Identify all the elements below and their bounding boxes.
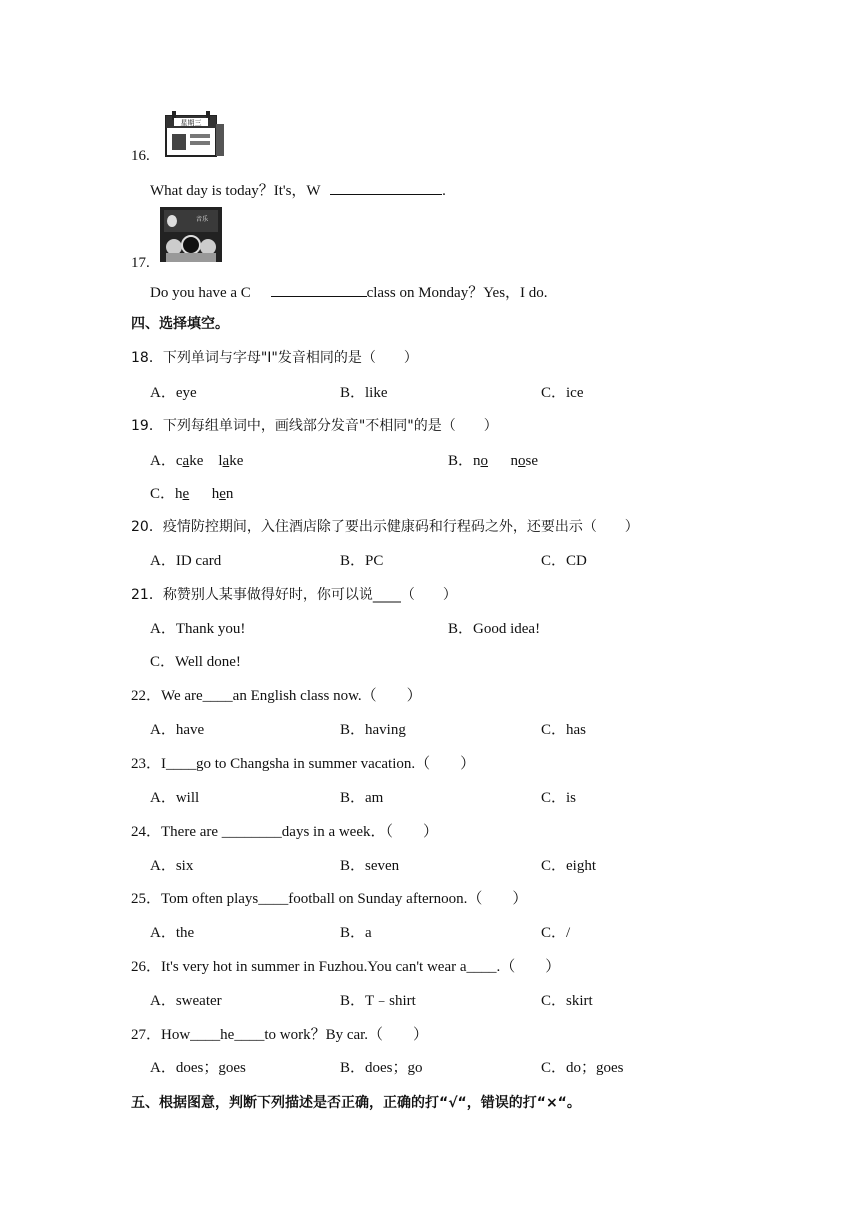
q26-option-c[interactable]: C．skirt xyxy=(541,993,593,1009)
q21-option-c[interactable]: C．Well done! xyxy=(150,654,241,670)
q26-stem: 26．It's very hot in summer in Fuzhou.You can't wear a____.（ ） xyxy=(131,959,561,975)
q22-stem: 22．We are____an English class now.（ ） xyxy=(131,688,422,704)
q18-option-b[interactable]: B．like xyxy=(340,385,388,401)
q19-option-c[interactable]: C．he hen xyxy=(150,486,234,502)
q16-text-b: . xyxy=(442,183,446,199)
q23-stem: 23．I____go to Changsha in summer vacation.（ ） xyxy=(131,756,476,772)
q27-option-a[interactable]: A．does；goes xyxy=(150,1060,246,1076)
q26-option-b[interactable]: B．T﹣shirt xyxy=(340,993,416,1009)
q21-option-b[interactable]: B．Good idea! xyxy=(448,621,541,637)
q16-answer-blank[interactable] xyxy=(330,180,442,195)
q27-option-b[interactable]: B．does；go xyxy=(340,1060,423,1076)
q16-sentence xyxy=(150,180,446,201)
q24-option-c[interactable]: C．eight xyxy=(541,858,596,874)
q17-text-a: Do you have a C xyxy=(150,285,251,301)
q20-stem: 20．疫情防控期间，入住酒店除了要出示健康码和行程码之外，还要出示（ ） xyxy=(131,519,639,535)
q20-option-b[interactable]: B．PC xyxy=(340,553,384,569)
q23-option-c[interactable]: C．is xyxy=(541,790,577,806)
q19-option-b[interactable]: B．no nose xyxy=(448,453,539,469)
q22-option-a[interactable]: A．have xyxy=(150,722,205,738)
section-4-heading: 四、选择填空。 xyxy=(131,316,229,332)
q21-stem: 21．称赞别人某事做得好时，你可以说____（ ） xyxy=(131,587,457,603)
q17-number: 17. xyxy=(131,255,150,271)
q17-text-b: class on Monday？Yes，I do. xyxy=(366,285,548,301)
q22-option-c[interactable]: C．has xyxy=(541,722,587,738)
q16-number: 16. xyxy=(131,148,150,164)
q18-option-a[interactable]: A．eye xyxy=(150,385,197,401)
q24-option-a[interactable]: A．six xyxy=(150,858,194,874)
q20-option-c[interactable]: C．CD xyxy=(541,553,587,569)
q24-stem: 24．There are ________days in a week．（ ） xyxy=(131,824,439,840)
q25-stem: 25．Tom often plays____football on Sunday afternoon.（ ） xyxy=(131,891,528,907)
section-5-heading: 五、根据图意，判断下列描述是否正确，正确的打“√“，错误的打“×“。 xyxy=(131,1095,581,1111)
q26-option-a[interactable]: A．sweater xyxy=(150,993,222,1009)
q17-sentence xyxy=(150,282,548,303)
q21-option-a[interactable]: A．Thank you! xyxy=(150,621,246,637)
calendar-weekday-text: 星期三 xyxy=(180,119,202,127)
music-class-picture xyxy=(160,207,222,262)
q27-option-c[interactable]: C．do；goes xyxy=(541,1060,624,1076)
q20-option-a[interactable]: A．ID card xyxy=(150,553,222,569)
q25-option-a[interactable]: A．the xyxy=(150,925,195,941)
q24-option-b[interactable]: B．seven xyxy=(340,858,400,874)
q18-stem: 18．下列单词与字母"I"发音相同的是（ ） xyxy=(131,350,418,366)
calendar-picture xyxy=(162,110,226,160)
q19-stem: 19．下列每组单词中，画线部分发音"不相同"的是（ ） xyxy=(131,418,498,434)
q23-option-b[interactable]: B．am xyxy=(340,790,384,806)
q18-option-c[interactable]: C．ice xyxy=(541,385,584,401)
q19-option-a[interactable]: A．cake lake xyxy=(150,453,244,469)
q16-text-a: What day is today？It's，W xyxy=(150,183,321,199)
q25-option-c[interactable]: C．/ xyxy=(541,925,571,941)
q27-stem: 27．How____he____to work？By car.（ ） xyxy=(131,1027,429,1043)
q25-option-b[interactable]: B．a xyxy=(340,925,372,941)
q23-option-a[interactable]: A．will xyxy=(150,790,200,806)
q22-option-b[interactable]: B．having xyxy=(340,722,406,738)
q17-answer-blank[interactable] xyxy=(271,282,367,297)
board-text: 音乐 xyxy=(196,216,209,223)
